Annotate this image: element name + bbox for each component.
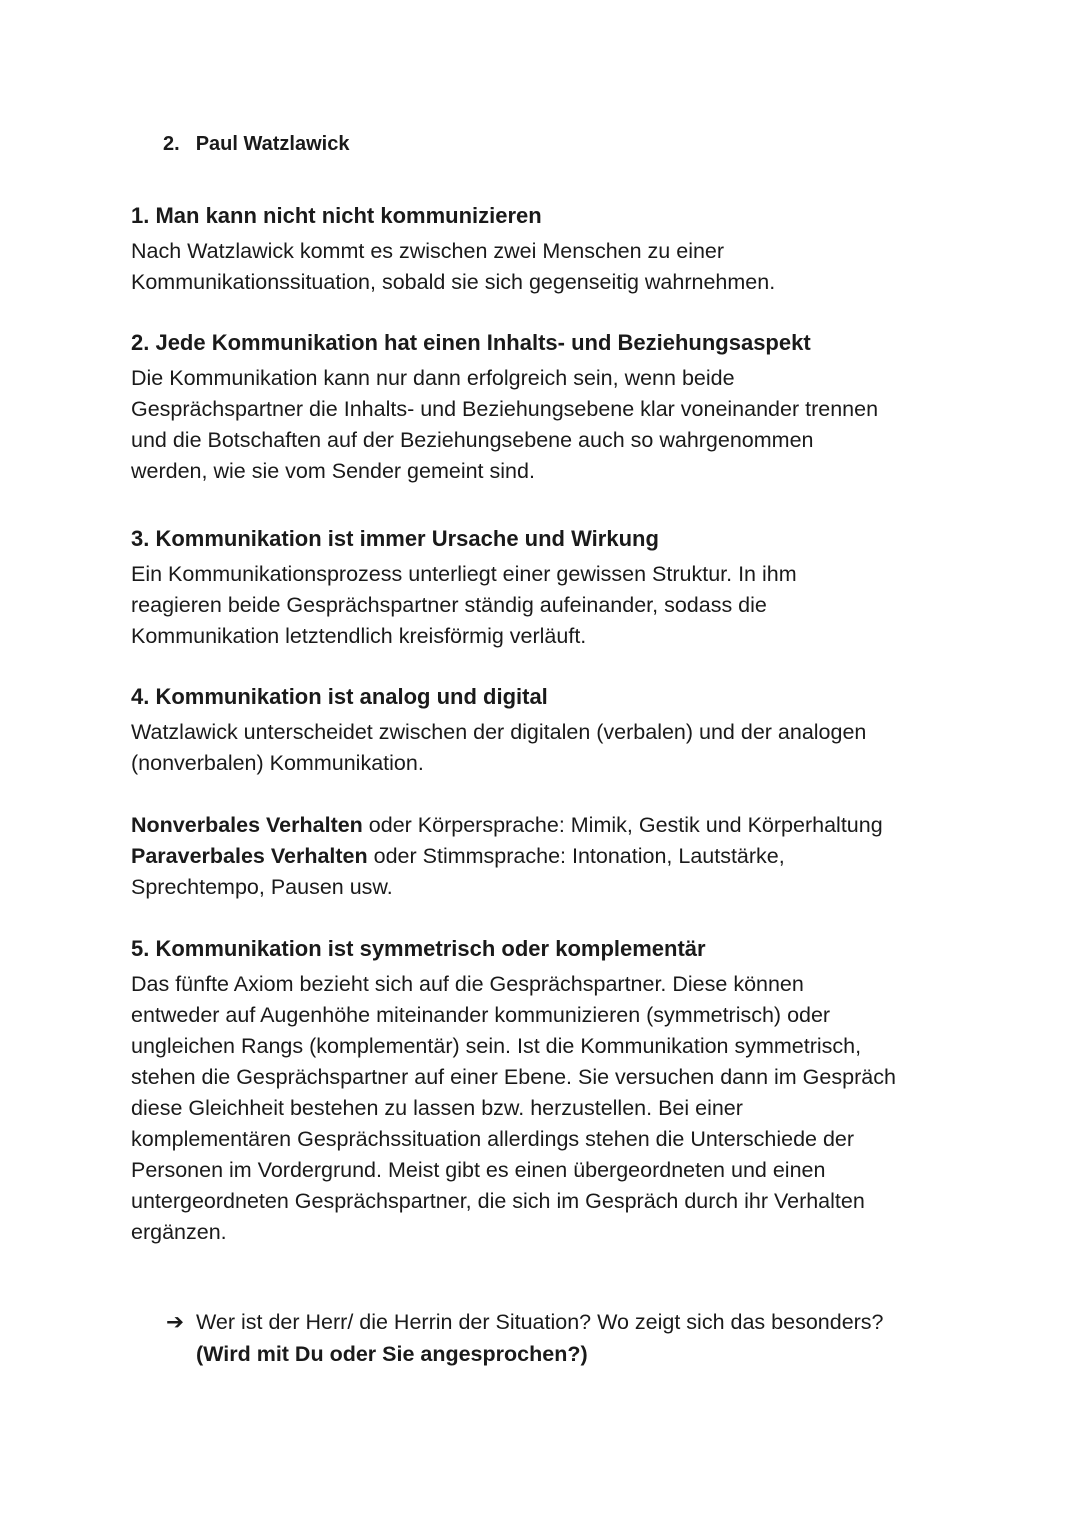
text-line: ungleichen Rangs (komplementär) sein. Ist die Kommunikation symmetrisch,	[131, 1034, 862, 1058]
nonverbal-term: Nonverbales Verhalten	[131, 813, 363, 837]
text-line: komplementären Gesprächssituation allerdings stehen die Unterschiede der	[131, 1127, 855, 1151]
paraverbal-definition	[131, 841, 961, 872]
text-line: Nach Watzlawick kommt es zwischen zwei Menschen zu einer	[131, 239, 725, 263]
heading-title: Paul Watzlawick	[195, 133, 350, 155]
axiom-3-title: 3. Kommunikation ist immer Ursache und Wirkung	[131, 526, 659, 551]
axiom-2-section	[131, 328, 961, 487]
paraverbal-text: oder Stimmsprache: Intonation, Lautstärke,	[367, 844, 785, 868]
reflection-note	[166, 1306, 966, 1370]
axiom-1-section	[131, 201, 961, 298]
axiom-5-text	[131, 969, 961, 1248]
text-line: und die Botschaften auf der Beziehungsebene auch so wahrgenommen	[131, 428, 814, 452]
text-line: Kommunikation letztendlich kreisförmig verläuft.	[131, 624, 587, 648]
text-line: ergänzen.	[131, 1220, 227, 1244]
nonverbal-definition	[131, 810, 961, 841]
axiom-4-section	[131, 682, 961, 779]
nonverbal-text: oder Körpersprache: Mimik, Gestik und Körperhaltung	[362, 813, 883, 837]
text-line: reagieren beide Gesprächspartner ständig aufeinander, sodass die	[131, 593, 767, 617]
text-line: werden, wie sie vom Sender gemeint sind.	[131, 459, 535, 483]
paraverbal-continuation: Sprechtempo, Pausen usw.	[131, 875, 393, 899]
axiom-3-text	[131, 559, 961, 652]
text-line: Watzlawick unterscheidet zwischen der digitalen (verbalen) und der analogen	[131, 720, 867, 744]
text-line: entweder auf Augenhöhe miteinander kommunizieren (symmetrisch) oder	[131, 1003, 831, 1027]
axiom-1-text	[131, 236, 961, 298]
axiom-2-title: 2. Jede Kommunikation hat einen Inhalts- und Beziehungsaspekt	[131, 330, 811, 355]
text-line: Personen im Vordergrund. Meist gibt es einen übergeordneten und einen	[131, 1158, 826, 1182]
behavior-definitions	[131, 810, 961, 903]
axiom-5-title: 5. Kommunikation ist symmetrisch oder komplementär	[131, 936, 706, 961]
note-subquestion: (Wird mit Du oder Sie angesprochen?)	[196, 1342, 588, 1366]
text-line: Kommunikationssituation, sobald sie sich gegenseitig wahrnehmen.	[131, 270, 776, 294]
axiom-3-section	[131, 524, 961, 652]
axiom-1-title: 1. Man kann nicht nicht kommunizieren	[131, 203, 542, 228]
document-heading	[163, 133, 349, 156]
axiom-4-text	[131, 717, 961, 779]
axiom-4-title: 4. Kommunikation ist analog und digital	[131, 684, 548, 709]
arrow-right-icon: ➔	[166, 1310, 185, 1334]
text-line: Gesprächspartner die Inhalts- und Beziehungsebene klar voneinander trennen	[131, 397, 879, 421]
text-line: Die Kommunikation kann nur dann erfolgreich sein, wenn beide	[131, 366, 735, 390]
text-line: stehen die Gesprächspartner auf einer Ebene. Sie versuchen dann im Gespräch	[131, 1065, 896, 1089]
axiom-2-text	[131, 363, 961, 487]
heading-number: 2.	[163, 133, 180, 155]
text-line: Ein Kommunikationsprozess unterliegt einer gewissen Struktur. In ihm	[131, 562, 797, 586]
text-line: diese Gleichheit bestehen zu lassen bzw. herzustellen. Bei einer	[131, 1096, 743, 1120]
paraverbal-term: Paraverbales Verhalten	[131, 844, 368, 868]
text-line: untergeordneten Gesprächspartner, die sich im Gespräch durch ihr Verhalten	[131, 1189, 865, 1213]
text-line: (nonverbalen) Kommunikation.	[131, 751, 424, 775]
text-line: Das fünfte Axiom bezieht sich auf die Gesprächspartner. Diese können	[131, 972, 804, 996]
note-question: Wer ist der Herr/ die Herrin der Situation? Wo zeigt sich das besonders?	[196, 1310, 884, 1334]
axiom-5-section	[131, 934, 961, 1248]
